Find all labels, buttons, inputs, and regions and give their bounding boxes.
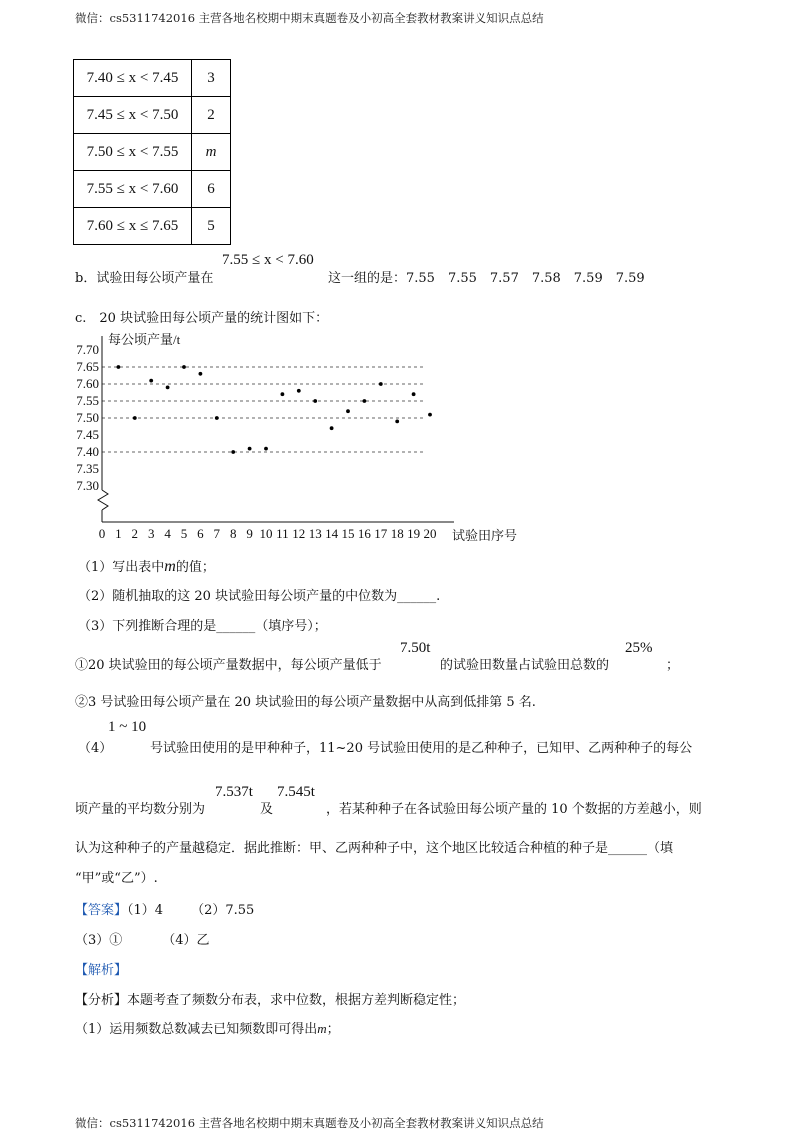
x-tick-label: 18: [390, 526, 404, 541]
y-tick-label: 7.40: [76, 444, 99, 459]
yield-scatter-chart: [60, 330, 530, 545]
y-tick-label: 7.35: [76, 461, 99, 476]
data-point: [264, 447, 268, 451]
data-point: [395, 420, 399, 424]
scatter-plot-svg: [60, 330, 530, 545]
y-tick-label: 7.50: [76, 410, 99, 425]
count-cell: 6: [192, 171, 231, 208]
question-2: （2）随机抽取的这 20 块试验田每公顷产量的中位数为______.: [78, 589, 441, 604]
x-tick-label: 10: [259, 526, 273, 541]
question-1-prefix: （1）写出表中: [78, 560, 165, 575]
y-tick-label: 7.60: [76, 376, 99, 391]
x-tick-label: 7: [213, 526, 221, 541]
x-tick-label: 16: [357, 526, 371, 541]
table-row: [74, 60, 231, 97]
analysis-summary: 【分析】本题考查了频数分布表，求中位数，根据方差判断稳定性；: [75, 993, 466, 1008]
data-point: [149, 379, 153, 383]
analysis-step-1: [75, 1018, 340, 1037]
data-point: [182, 365, 186, 369]
data-point: [313, 399, 317, 403]
analysis-step-1-variable: m: [317, 1021, 327, 1036]
y-tick-label: 7.70: [76, 342, 99, 357]
y-axis-title: 每公顷产量/t: [108, 332, 181, 347]
data-point: [297, 389, 301, 393]
x-tick-label: 20: [423, 526, 437, 541]
question-4-line-4: “甲”或“乙”）.: [75, 871, 158, 886]
data-point: [330, 426, 334, 430]
answer-3: （3）①: [75, 933, 123, 948]
statement-2: ②3 号试验田每公顷产量在 20 块试验田的每公顷产量数据中从高到低排第 5 名.: [75, 695, 536, 710]
y-tick-label: 7.55: [76, 393, 99, 408]
x-tick-label: 17: [374, 526, 388, 541]
statement-1-end: ；: [666, 658, 680, 673]
part-b-values: 这一组的是：7.55 7.55 7.57 7.58 7.59 7.59: [328, 271, 645, 286]
y-axis-break: [98, 490, 108, 510]
x-tick-label: 14: [325, 526, 339, 541]
question-3: （3）下列推断合理的是______（填序号）；: [78, 619, 327, 634]
frequency-table: [73, 59, 231, 245]
part-b-range: 7.55 ≤ x < 7.60: [222, 252, 314, 268]
data-point: [346, 409, 350, 413]
page-footer: 微信：cs5311742016 主营各地名校期中期末真题卷及小初高全套教材教案讲义知识点总结: [75, 1116, 544, 1130]
data-point: [428, 413, 432, 417]
part-b-prefix: b．试验田每公顷产量在: [75, 271, 214, 286]
range-cell: 7.60 ≤ x ≤ 7.65: [74, 208, 192, 245]
data-point: [166, 386, 170, 390]
data-point: [379, 382, 383, 386]
x-tick-label: 0: [98, 526, 106, 541]
data-point: [133, 416, 137, 420]
question-1-suffix: 的值；: [175, 560, 215, 575]
answer-1: （1）4: [127, 903, 164, 918]
data-point: [215, 416, 219, 420]
range-cell: 7.40 ≤ x < 7.45: [74, 60, 192, 97]
x-tick-label: 2: [131, 526, 139, 541]
y-tick-label: 7.65: [76, 359, 99, 374]
answer-line-1: [75, 899, 254, 918]
answer-line-2: [75, 929, 210, 948]
question-4-and: 及: [260, 802, 274, 817]
statement-1-prefix: ①20 块试验田的每公顷产量数据中，每公顷产量低于: [75, 658, 382, 673]
x-tick-label: 3: [147, 526, 155, 541]
x-tick-label: 9: [246, 526, 253, 541]
question-1-variable: m: [164, 558, 176, 575]
table-row: [74, 208, 231, 245]
data-point: [117, 365, 121, 369]
x-tick-label: 13: [308, 526, 322, 541]
data-point: [281, 392, 285, 396]
mean-b-value: 7.545t: [277, 784, 315, 800]
statement-1-value: 7.50t: [400, 640, 431, 656]
question-4-number: （4）: [78, 741, 113, 756]
answer-2: （2）7.55: [191, 903, 255, 918]
analysis-step-1-end: ；: [326, 1022, 340, 1037]
y-tick-label: 7.30: [76, 478, 99, 493]
x-tick-label: 15: [341, 526, 355, 541]
question-1: [78, 556, 215, 576]
table-row: [74, 134, 231, 171]
range-cell: 7.45 ≤ x < 7.50: [74, 97, 192, 134]
x-tick-label: 8: [229, 526, 237, 541]
analysis-label: 【解析】: [75, 963, 128, 978]
count-cell: m: [192, 134, 231, 171]
count-cell: 3: [192, 60, 231, 97]
statement-1-percent: 25%: [625, 640, 653, 656]
question-4-line-3: 认为这种种子的产量越稳定．据此推断：甲、乙两种种子中，这个地区比较适合种植的种子是______（填: [75, 841, 674, 856]
data-point: [231, 450, 235, 454]
x-tick-label: 6: [197, 526, 204, 541]
statement-1-middle: 的试验田数量占试验田总数的: [440, 658, 610, 673]
question-4-line-2-suffix: ，若某种种子在各试验田每公顷产量的 10 个数据的方差越小，则: [326, 802, 702, 817]
data-point: [248, 447, 252, 451]
range-cell: 7.50 ≤ x < 7.55: [74, 134, 192, 171]
data-point: [412, 392, 416, 396]
question-4-line-2-prefix: 顷产量的平均数分别为: [75, 802, 206, 817]
table-row: [74, 171, 231, 208]
x-tick-label: 5: [180, 526, 188, 541]
answer-label: 【答案】: [75, 903, 128, 918]
x-tick-label: 1: [115, 526, 122, 541]
data-point: [363, 399, 367, 403]
y-tick-label: 7.45: [76, 427, 99, 442]
answer-4: （4）乙: [162, 933, 210, 948]
x-tick-label: 19: [407, 526, 421, 541]
count-cell: 5: [192, 208, 231, 245]
x-tick-label: 4: [164, 526, 171, 541]
data-point: [199, 372, 203, 376]
count-cell: 2: [192, 97, 231, 134]
part-c-intro: c. 20 块试验田每公顷产量的统计图如下：: [75, 311, 329, 326]
range-cell: 7.55 ≤ x < 7.60: [74, 171, 192, 208]
x-tick-label: 11: [276, 526, 289, 541]
x-tick-label: 12: [292, 526, 306, 541]
table-row: [74, 97, 231, 134]
page-header: 微信：cs5311742016 主营各地名校期中期末真题卷及小初高全套教材教案讲义知识点总结: [75, 11, 544, 25]
x-axis-title: 试验田序号: [452, 528, 518, 543]
question-4-line-1: 号试验田使用的是甲种种子，11~20 号试验田使用的是乙种种子，已知甲、乙两种种子的每公: [150, 741, 693, 756]
mean-a-value: 7.537t: [215, 784, 253, 800]
question-4-range: 1 ~ 10: [108, 719, 147, 735]
analysis-step-1-prefix: （1）运用频数总数减去已知频数即可得出: [75, 1022, 318, 1037]
